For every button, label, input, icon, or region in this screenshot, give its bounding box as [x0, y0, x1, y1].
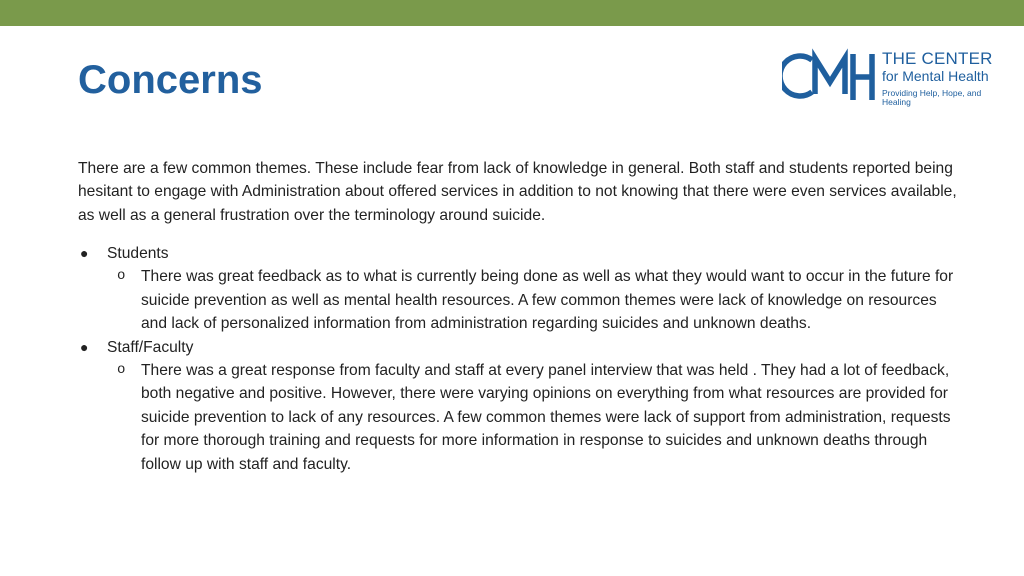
bullet-icon: ●: [80, 245, 89, 261]
list-item-staff-faculty: [78, 336, 958, 476]
section-label: Staff/Faculty: [107, 338, 194, 356]
section-label: Students: [107, 245, 169, 262]
logo-title: THE CENTER: [882, 49, 993, 68]
sub-bullet-icon: o: [117, 362, 126, 379]
cmh-monogram-icon: [782, 48, 878, 106]
sub-item-text: There was a great response from faculty and staff at every panel interview that was held . They had a lot of feedback, both negative and positive. However, there were varying opinions on everything from what resources are provided for suicide prevention to lack of any resources. A few common themes were lack of support from administration, requests for more thorough training and requests for more information in response to suicides and unknown deaths through follow up with staff and faculty.: [141, 362, 951, 473]
list-item-students: [78, 242, 958, 336]
concerns-list: [78, 242, 958, 476]
top-accent-bar: [0, 0, 1024, 26]
cmh-logo: [782, 48, 1002, 106]
sub-list: [107, 359, 958, 476]
bullet-icon: ●: [80, 338, 89, 355]
sub-item-text: There was great feedback as to what is currently being done as well as what they would want to occur in the future for suicide prevention as well as mental health resources. A few common themes were lack of knowledge on resources and lack of personalized information from administration regarding suicides and unknown deaths.: [141, 268, 954, 333]
sub-list-item: [107, 265, 958, 335]
sub-bullet-icon: o: [117, 268, 126, 285]
intro-paragraph: There are a few common themes. These include fear from lack of knowledge in general. Both staff and students reported being hesitant to engage with Administration about offered services in addition to not knowing that there were even services available, as well as a general frustration over the terminology around suicide.: [78, 160, 957, 224]
page-title: Concerns: [78, 58, 263, 102]
logo-subtitle: for Mental Health: [882, 68, 989, 84]
logo-tagline: Providing Help, Hope, and Healing: [882, 88, 982, 107]
sub-list: [107, 265, 958, 335]
sub-list-item: [107, 359, 958, 476]
